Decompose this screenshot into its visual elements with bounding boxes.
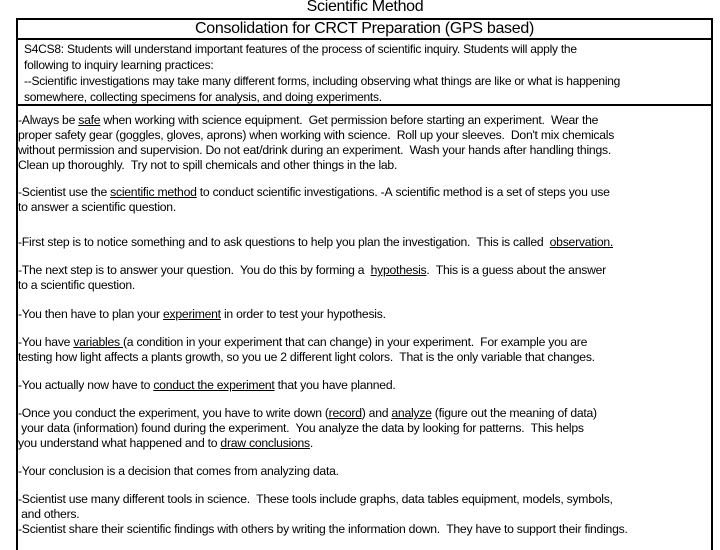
paragraph: [18, 464, 339, 479]
paragraph-line: [18, 235, 613, 250]
text-run: that you have planned.: [274, 378, 396, 392]
paragraph-line: [18, 307, 386, 322]
key-term: conduct the experiment: [153, 378, 275, 392]
text-run: .: [309, 436, 314, 450]
text-run: testing how light affects a plants growth, so you ue 2 different light colors. That is the only variable that changes.: [18, 350, 595, 364]
text-run: -Always be: [18, 113, 79, 127]
standard-box: [18, 40, 711, 106]
standard-line: following to inquiry learning practices:: [24, 58, 214, 72]
key-term: experiment: [163, 307, 221, 321]
paragraph-line: [18, 200, 610, 215]
paragraph-line: [18, 378, 396, 393]
paragraph-line: [18, 436, 597, 451]
text-run: -First step is to notice something and to ask questions to help you plan the investigation. This is called: [18, 235, 550, 249]
standard-line: S4CS8: Students will understand important features of the process of scientific inquiry. Students will apply the: [24, 42, 577, 56]
paragraph-line: [18, 522, 628, 537]
standard-line: somewhere, collecting specimens for analysis, and doing experiments.: [24, 90, 382, 104]
text-run: you understand what happened and to: [18, 436, 221, 450]
text-run: proper safety gear (goggles, gloves, aprons) when working with science. Roll up your sleeves. Don't mix chemicals: [18, 128, 615, 142]
text-run: -Scientist use the: [18, 185, 111, 199]
text-run: . This is a guess about the answer: [426, 263, 606, 277]
text-run: -You then have to plan your: [18, 307, 164, 321]
paragraph-line: [18, 406, 597, 421]
paragraph: [18, 113, 614, 173]
text-run: Clean up thoroughly. Try not to spill chemicals and other things in the lab.: [18, 158, 398, 172]
key-term: variables: [73, 335, 123, 349]
key-term: record: [328, 406, 362, 420]
paragraph: [18, 235, 613, 250]
text-run: -Scientist use many different tools in science. These tools include graphs, data tables equipment, models, symbols,: [18, 492, 613, 506]
text-run: and others.: [18, 507, 80, 521]
text-run: -You have: [18, 335, 74, 349]
text-run: to a scientific question.: [18, 278, 136, 292]
key-term: scientific method: [110, 185, 197, 199]
paragraph-line: [18, 335, 595, 350]
paragraph-line: [18, 185, 610, 200]
paragraph: [18, 263, 606, 293]
paragraph-line: [18, 507, 628, 522]
text-run: -Once you conduct the experiment, you have to write down (: [18, 406, 329, 420]
page-subtitle: Consolidation for CRCT Preparation (GPS based): [18, 20, 711, 40]
text-run: to conduct scientific investigations. -A scientific method is a set of steps you use: [196, 185, 610, 199]
text-run: -The next step is to answer your question. You do this by forming a: [18, 263, 371, 277]
paragraph: [18, 378, 396, 393]
text-run: (figure out the meaning of data): [431, 406, 597, 420]
key-term: analyze: [391, 406, 432, 420]
paragraph-line: [18, 278, 606, 293]
paragraph-line: [18, 350, 595, 365]
paragraph-line: [18, 128, 614, 143]
paragraph-line: [18, 113, 614, 128]
text-run: ) and: [361, 406, 392, 420]
text-run: -Scientist share their scientific findings with others by writing the information down. They have to support their findings.: [18, 522, 628, 536]
paragraph-line: [18, 421, 597, 436]
text-run: -You actually now have to: [18, 378, 154, 392]
paragraph-line: [18, 158, 614, 173]
key-term: safe: [78, 113, 101, 127]
text-run: your data (information) found during the experiment. You analyze the data by looking for patterns. This helps: [18, 421, 584, 435]
document-frame: [16, 18, 713, 550]
paragraph-line: [18, 143, 614, 158]
text-run: without permission and supervision. Do not eat/drink during an experiment. Wash your hands after handling things.: [18, 143, 611, 157]
key-term: hypothesis: [370, 263, 427, 277]
text-run: when working with science equipment. Get permission before starting an experiment. Wear the: [100, 113, 599, 127]
text-run: in order to test your hypothesis.: [220, 307, 386, 321]
paragraph: [18, 492, 628, 537]
paragraph-line: [18, 263, 606, 278]
page-title: Scientific Method: [306, 0, 424, 15]
standard-line: --Scientific investigations may take many different forms, including observing what things are like or what is happening: [24, 74, 621, 88]
paragraph: [18, 185, 610, 215]
paragraph-line: [18, 464, 339, 479]
key-term: draw conclusions: [220, 436, 310, 450]
paragraph-line: [18, 492, 628, 507]
paragraph: [18, 406, 597, 451]
text-run: to answer a scientific question.: [18, 200, 176, 214]
text-run: -Your conclusion is a decision that comes from analyzing data.: [18, 464, 339, 478]
text-run: (a condition in your experiment that can change) in your experiment. For example you are: [123, 335, 588, 349]
key-term: observation.: [549, 235, 614, 249]
paragraph: [18, 307, 386, 322]
paragraph: [18, 335, 595, 365]
